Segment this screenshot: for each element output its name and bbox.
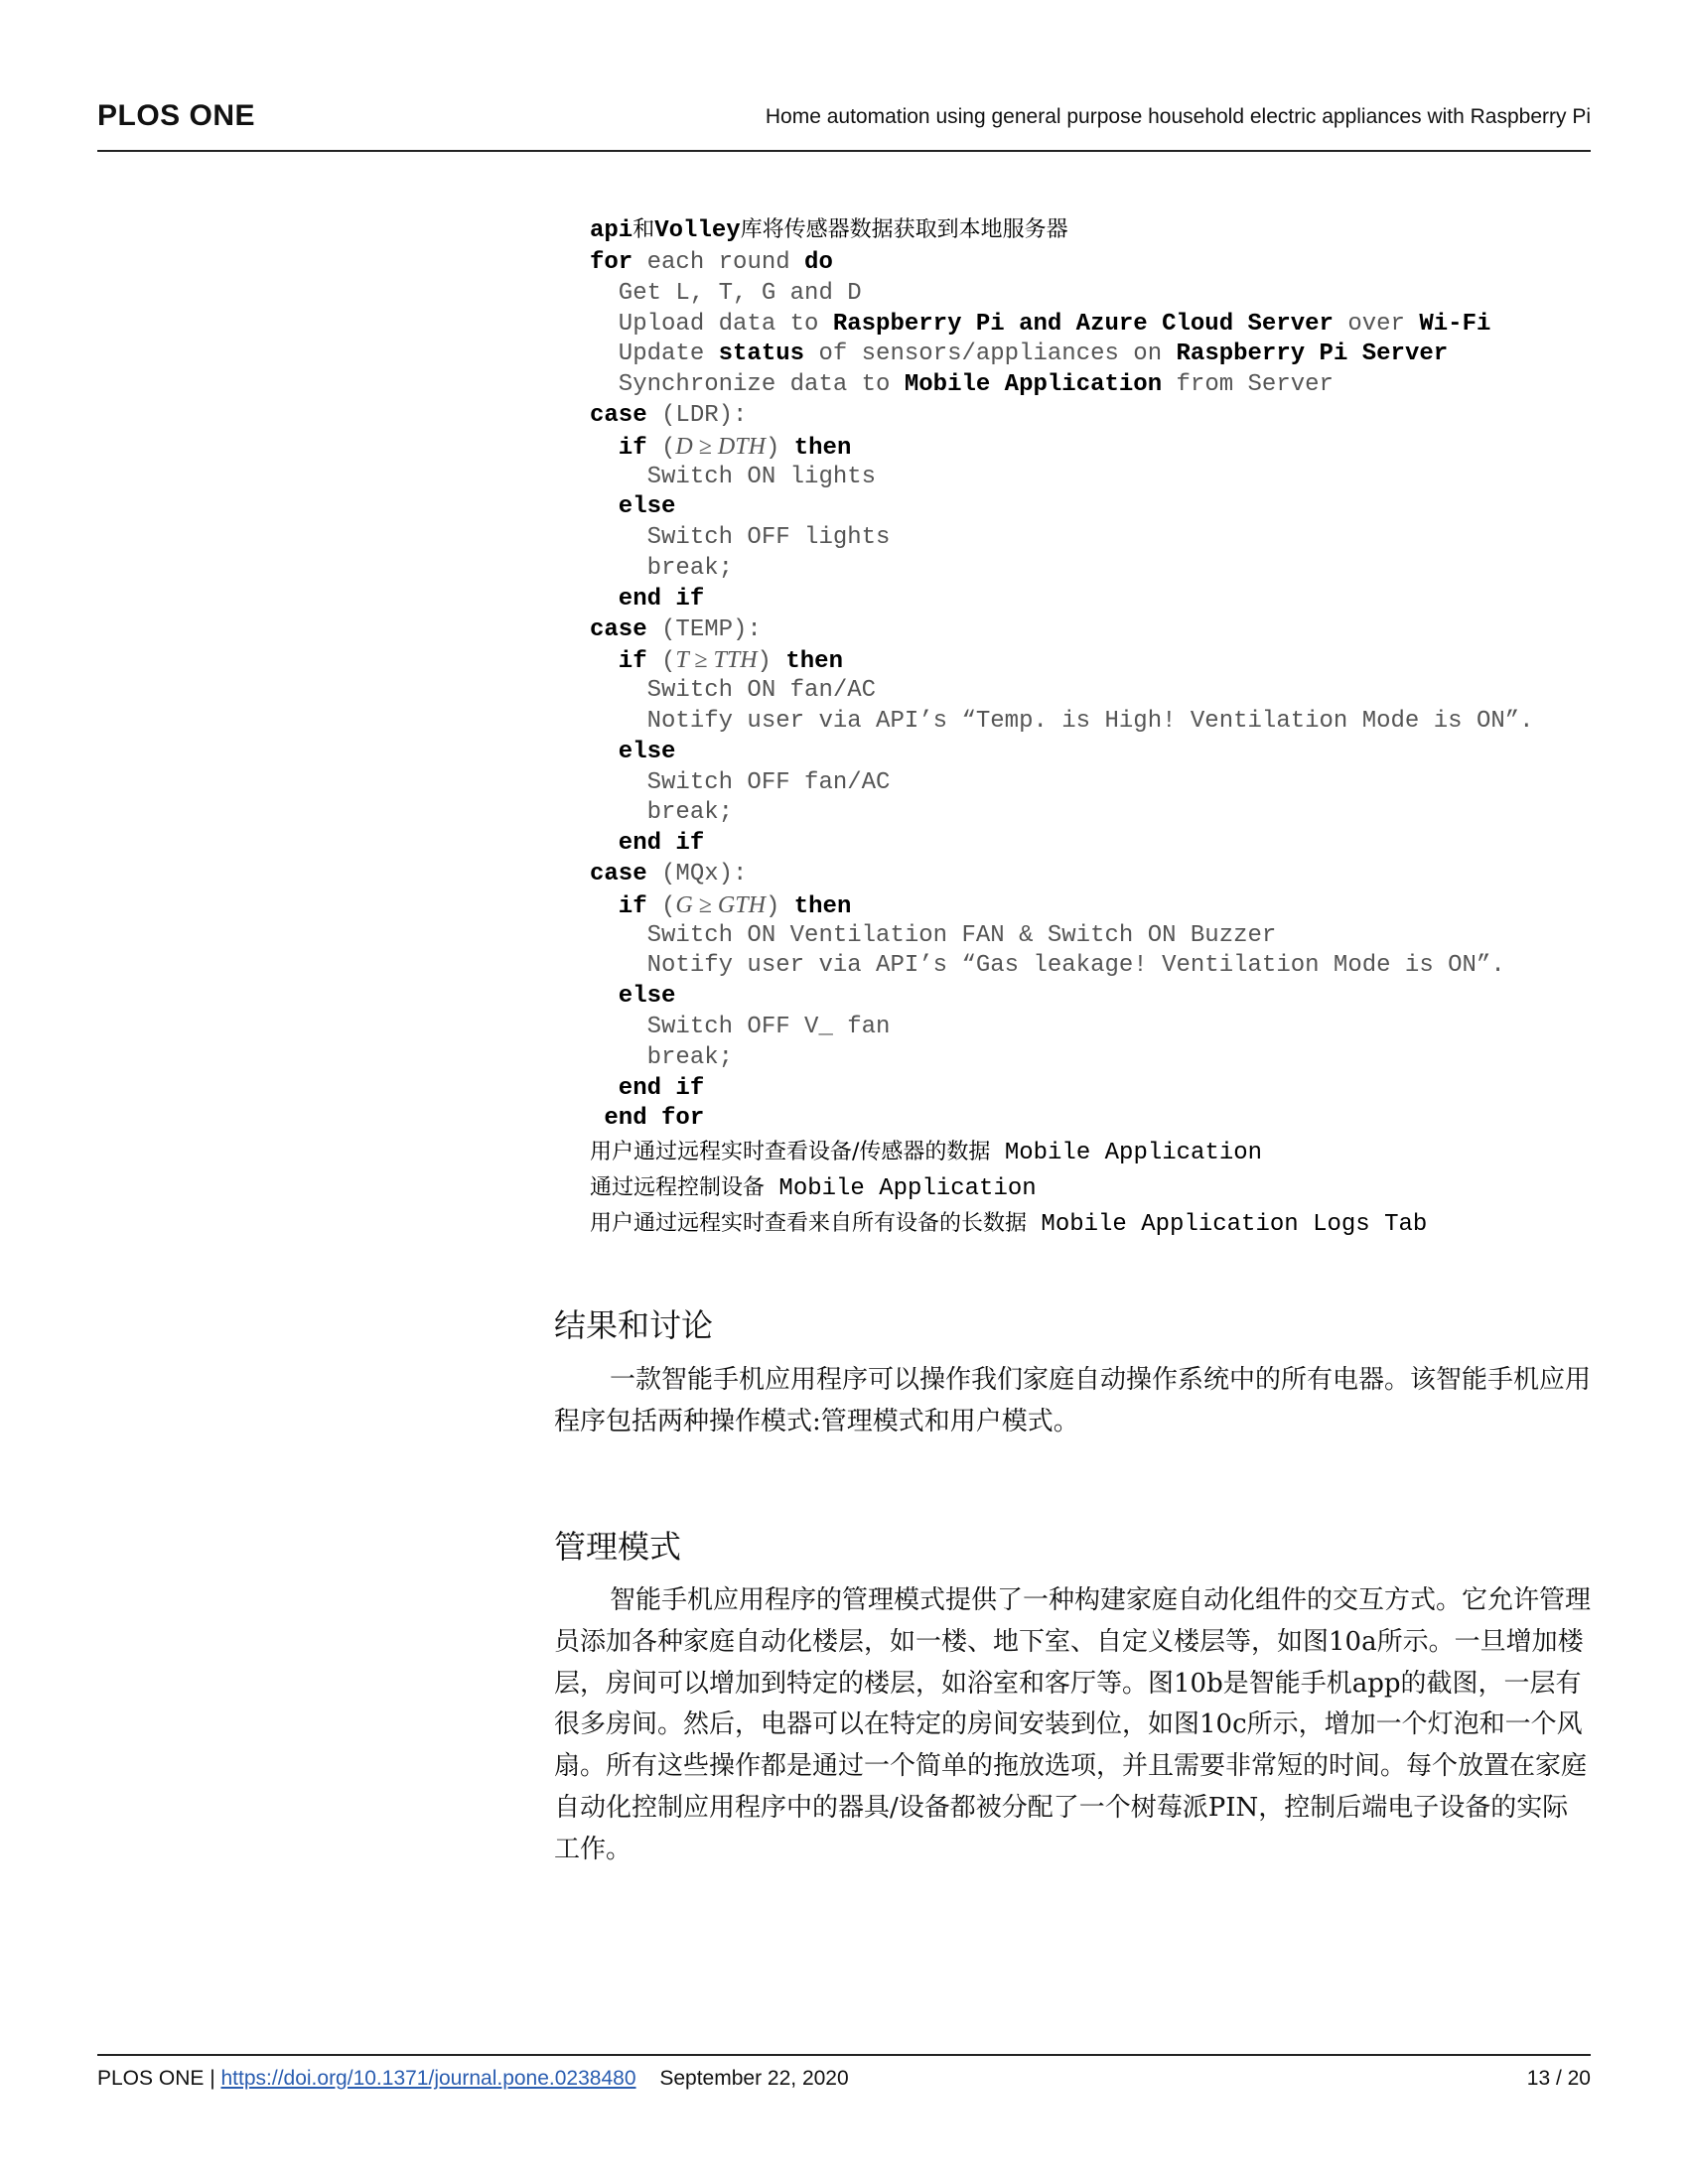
code-line: Notify user via API’s “Gas leakage! Ventilation Mode is ON”. (590, 952, 1505, 980)
publication-date: September 22, 2020 (659, 2067, 849, 2090)
code-line: Switch OFF fan/AC (590, 768, 891, 796)
footer-journal: PLOS ONE | (97, 2067, 221, 2090)
code-line: Switch OFF lights (590, 524, 891, 552)
page-footer (97, 2067, 1591, 2091)
code-line: Switch ON fan/AC (590, 677, 877, 705)
section-paragraph-results: 一款智能手机应用程序可以操作我们家庭自动操作系统中的所有电器。该智能手机应用程序包括两种操作模式:管理模式和用户模式。 (554, 1365, 1592, 1436)
code-line: for each round do (590, 249, 833, 276)
header-rule (97, 150, 1591, 152)
section-heading-results: 结果和讨论 (554, 1306, 714, 1344)
code-line: 用户通过远程实时查看设备/传感器的数据 Mobile Application (590, 1140, 1263, 1167)
code-line: case (LDR): (590, 401, 748, 429)
code-line: Notify user via API’s “Temp. is High! Ventilation Mode is ON”. (590, 707, 1534, 735)
doi-link[interactable]: https://doi.org/10.1371/journal.pone.0238480 (220, 2067, 636, 2090)
code-line: Update status of sensors/appliances on Raspberry Pi Server (590, 341, 1449, 368)
code-line: end if (590, 1074, 705, 1102)
code-line: if (T ≥ TTH) then (590, 647, 843, 676)
code-line: Synchronize data to Mobile Application from Server (590, 371, 1334, 399)
code-line: end if (590, 830, 705, 858)
code-line: case (MQx): (590, 860, 748, 887)
code-line: break; (590, 1043, 734, 1071)
footer-rule (97, 2054, 1591, 2056)
code-line: break; (590, 799, 734, 827)
code-line: break; (590, 554, 734, 582)
code-line: Get L, T, G and D (590, 279, 862, 307)
code-line: else (590, 983, 676, 1011)
code-line: end if (590, 585, 705, 613)
running-title: Home automation using general purpose household electric appliances with Raspberry Pi (765, 105, 1591, 128)
journal-logo: PLOS ONE (97, 99, 256, 132)
code-line: Upload data to Raspberry Pi and Azure Cloud Server over Wi-Fi (590, 310, 1491, 338)
code-line: else (590, 738, 676, 765)
code-line: 通过远程控制设备 Mobile Application (590, 1175, 1037, 1203)
algorithm-block (590, 212, 1534, 1242)
code-line: case (TEMP): (590, 615, 762, 643)
code-line: Switch OFF V_ fan (590, 1013, 891, 1040)
code-line: Switch ON lights (590, 463, 877, 490)
code-line: api和Volley库将传感器数据获取到本地服务器 (590, 217, 1068, 244)
code-line: else (590, 493, 676, 521)
section-heading-admin-mode: 管理模式 (554, 1528, 682, 1566)
section-paragraph-admin-mode: 智能手机应用程序的管理模式提供了一种构建家庭自动化组件的交互方式。它允许管理员添加各种家庭自动化楼层，如一楼、地下室、自定义楼层等，如图10a所示。一旦增加楼层，房间可以增加到特定的楼层，如浴室和客厅等。图10b是智能手机app的截图，一层有很多房间。然后，电器可以在特定的房间安装到位，如图10c所示，增加一个灯泡和一个风扇。所有这些操作都是通过一个简单的拖放选项，并且需要非常短的时间。每个放置在家庭自动化控制应用程序中的器具/设备都被分配了一个树莓派PIN，控制后端电子设备的实际工作。 (554, 1585, 1592, 1864)
code-line: end for (590, 1105, 705, 1133)
code-line: 用户通过远程实时查看来自所有设备的长数据 Mobile Application Logs Tab (590, 1211, 1428, 1239)
page-number: 13 / 20 (1526, 2067, 1591, 2090)
code-line: if (D ≥ DTH) then (590, 433, 852, 462)
code-line: Switch ON Ventilation FAN & Switch ON Buzzer (590, 921, 1277, 949)
code-line: if (G ≥ GTH) then (590, 891, 852, 920)
